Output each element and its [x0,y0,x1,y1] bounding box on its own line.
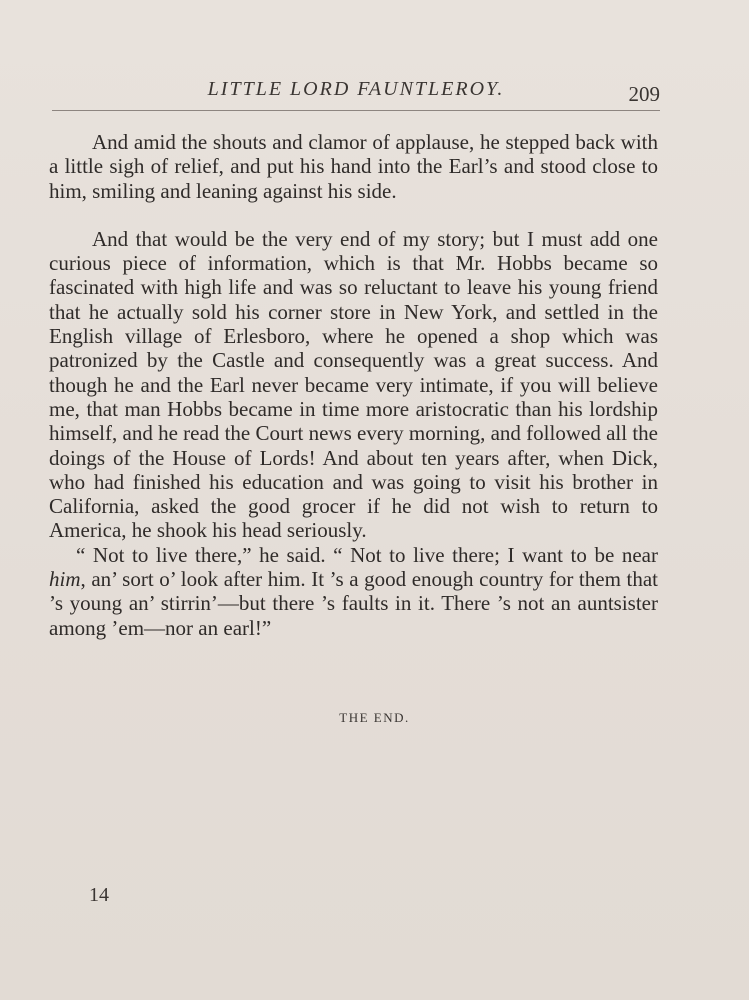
paragraph-3 [49,543,658,640]
paragraph-3-end: , an’ sort o’ look after him. It ’s a good enough country for them that ’s young an’ stirrin’—but there ’s faults in it. There ’s not an auntsister among ’em—nor an earl!” [49,567,658,640]
paragraph-3-emphasis: him [49,567,81,592]
signature-mark: 14 [89,884,109,906]
body-text [49,130,658,640]
header-rule [52,110,660,111]
page-number: 209 [628,82,660,106]
the-end-label: THE END. [339,710,410,725]
running-head [52,78,660,108]
paragraph-3-start: “ Not to live there,” he said. “ Not to live there; I want to be near [76,542,658,567]
running-title: LITTLE LORD FAUNTLEROY. [207,78,505,100]
paragraph-2: And that would be the very end of my story; but I must add one curious piece of information, which is that Mr. Hobbs became so fascinated with high life and was so reluctant to leave his young friend that he actually sold his corner store in New York, and settled in the English village of Erlesboro, where he opened a shop which was patronized by the Castle and consequently was a great success. And though he and the Earl never became very intimate, if you will believe me, that man Hobbs became in time more aristocratic than his lordship himself, and he read the Court news every morning, and followed all the doings of the House of Lords! And about ten years after, when Dick, who had finished his education and was going to visit his brother in California, asked the good grocer if he did not wish to return to America, he shook his head seriously. [49,226,658,543]
paragraph-1: And amid the shouts and clamor of applause, he stepped back with a little sigh of relief, and put his hand into the Earl’s and stood close to him, smiling and leaning against his side. [49,130,658,203]
